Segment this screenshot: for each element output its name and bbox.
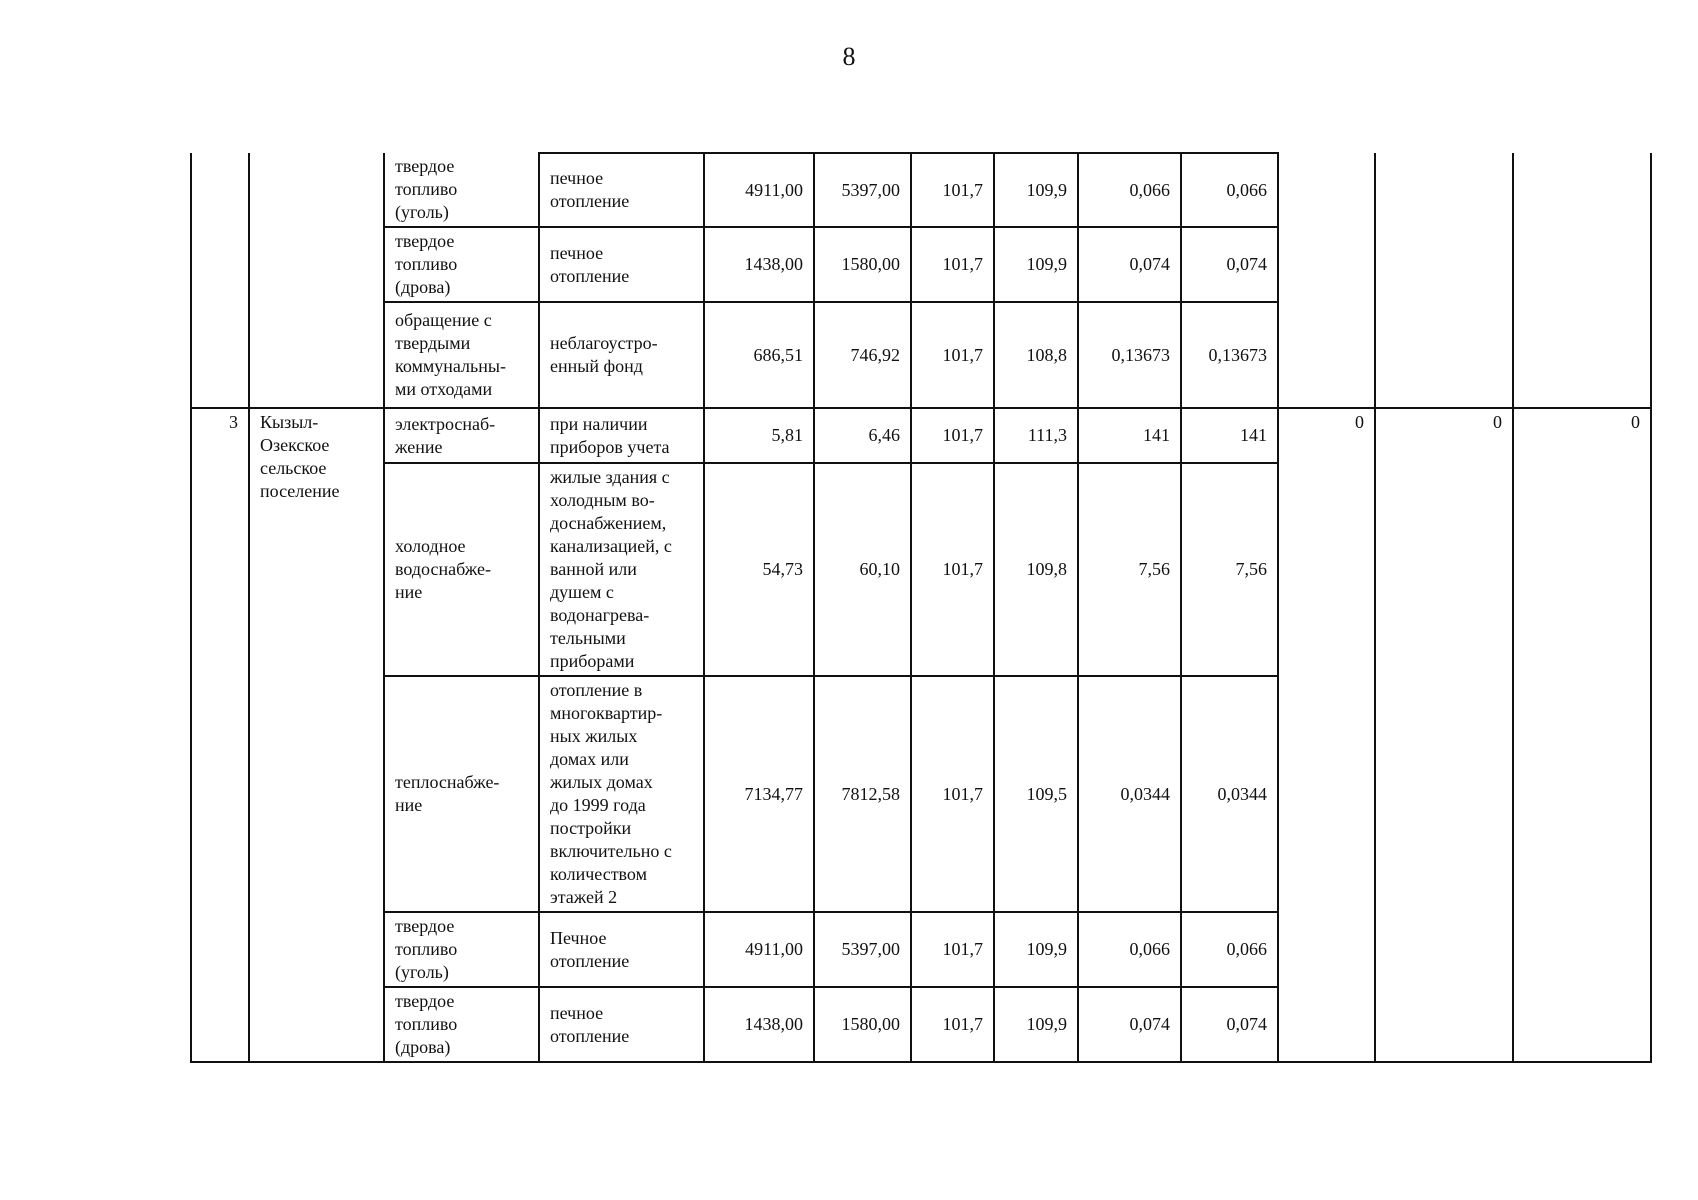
value-cell: 108,8 (994, 302, 1078, 408)
value-cell: 0,074 (1181, 227, 1278, 302)
value-cell: 0,0344 (1078, 676, 1181, 912)
extra-cell (1278, 153, 1375, 408)
value-cell: 109,9 (994, 912, 1078, 987)
value-cell: 0,074 (1078, 227, 1181, 302)
category-cell: печное отопление (539, 227, 704, 302)
service-cell: электроснаб- жение (384, 408, 539, 463)
service-cell: обращение с твердыми коммунальны- ми отходами (384, 302, 539, 408)
value-cell: 5397,00 (814, 153, 911, 227)
value-cell: 0,13673 (1078, 302, 1181, 408)
value-cell: 0,074 (1181, 987, 1278, 1062)
extra-cell: 0 (1375, 408, 1513, 1062)
value-cell: 4911,00 (704, 912, 814, 987)
settlement-number: 3 (191, 408, 249, 1062)
value-cell: 1580,00 (814, 227, 911, 302)
service-cell: твердое топливо (дрова) (384, 227, 539, 302)
value-cell: 6,46 (814, 408, 911, 463)
value-cell: 0,0344 (1181, 676, 1278, 912)
value-cell: 54,73 (704, 463, 814, 676)
category-cell: Печное отопление (539, 912, 704, 987)
value-cell: 686,51 (704, 302, 814, 408)
value-cell: 7134,77 (704, 676, 814, 912)
service-cell: твердое топливо (дрова) (384, 987, 539, 1062)
service-cell: холодное водоснабже- ние (384, 463, 539, 676)
value-cell: 101,7 (911, 987, 994, 1062)
extra-cell: 0 (1278, 408, 1375, 1062)
value-cell: 0,066 (1078, 153, 1181, 227)
value-cell: 0,066 (1181, 912, 1278, 987)
value-cell: 0,066 (1078, 912, 1181, 987)
value-cell: 5,81 (704, 408, 814, 463)
extra-cell (1375, 153, 1513, 408)
value-cell: 4911,00 (704, 153, 814, 227)
value-cell: 0,074 (1078, 987, 1181, 1062)
service-cell: теплоснабже- ние (384, 676, 539, 912)
tariff-table (190, 152, 1652, 1063)
value-cell: 60,10 (814, 463, 911, 676)
category-cell: неблагоустро- енный фонд (539, 302, 704, 408)
value-cell: 101,7 (911, 676, 994, 912)
value-cell: 101,7 (911, 912, 994, 987)
value-cell: 109,9 (994, 227, 1078, 302)
value-cell: 109,9 (994, 153, 1078, 227)
value-cell: 109,8 (994, 463, 1078, 676)
value-cell: 5397,00 (814, 912, 911, 987)
value-cell: 101,7 (911, 463, 994, 676)
value-cell: 101,7 (911, 302, 994, 408)
value-cell: 109,9 (994, 987, 1078, 1062)
value-cell: 111,3 (994, 408, 1078, 463)
value-cell: 101,7 (911, 153, 994, 227)
table-row (191, 153, 1651, 227)
settlement-name: Кызыл- Озекское сельское поселение (249, 408, 384, 1062)
settlement-cell (249, 153, 384, 408)
value-cell: 1438,00 (704, 227, 814, 302)
category-cell: отопление в многоквартир- ных жилых домах или жилых домах до 1999 года постройки включительно с количеством этажей 2 (539, 676, 704, 912)
value-cell: 141 (1078, 408, 1181, 463)
value-cell: 1580,00 (814, 987, 911, 1062)
value-cell: 746,92 (814, 302, 911, 408)
value-cell: 7,56 (1078, 463, 1181, 676)
value-cell: 0,13673 (1181, 302, 1278, 408)
table-row (191, 408, 1651, 463)
category-cell: при наличии приборов учета (539, 408, 704, 463)
category-cell: печное отопление (539, 987, 704, 1062)
extra-cell: 0 (1513, 408, 1651, 1062)
service-cell: твердое топливо (уголь) (384, 153, 539, 227)
value-cell: 101,7 (911, 227, 994, 302)
value-cell: 7812,58 (814, 676, 911, 912)
service-cell: твердое топливо (уголь) (384, 912, 539, 987)
page-number: 8 (842, 42, 856, 71)
extra-cell (1513, 153, 1651, 408)
category-cell: печное отопление (539, 153, 704, 227)
value-cell: 101,7 (911, 408, 994, 463)
value-cell: 141 (1181, 408, 1278, 463)
value-cell: 0,066 (1181, 153, 1278, 227)
value-cell: 7,56 (1181, 463, 1278, 676)
category-cell: жилые здания с холодным во- доснабжением, канализацией, с ванной или душем с водонагрева- тельными приборами (539, 463, 704, 676)
value-cell: 109,5 (994, 676, 1078, 912)
value-cell: 1438,00 (704, 987, 814, 1062)
number-cell (191, 153, 249, 408)
